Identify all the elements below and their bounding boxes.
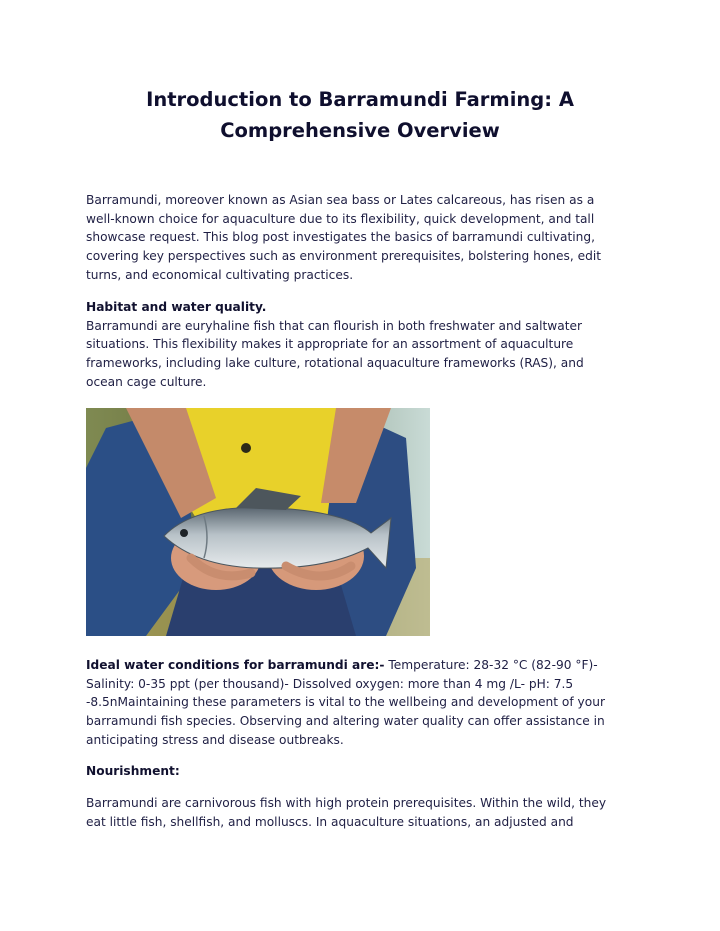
text-line: Barramundi are euryhaline fish that can flourish in both freshwater and saltwater xyxy=(86,318,582,333)
text-line: covering key perspectives such as environment prerequisites, bolstering hones, edit xyxy=(86,249,602,264)
text-line: situations. This flexibility makes it appropriate for an assortment of aquaculture xyxy=(86,337,574,352)
nourishment-paragraph xyxy=(86,794,646,831)
intro-paragraph xyxy=(86,191,646,285)
ideal-conditions-section xyxy=(86,656,646,750)
text-line: eat little fish, shellfish, and molluscs. In aquaculture situations, an adjusted and xyxy=(86,814,574,829)
habitat-section xyxy=(86,298,646,392)
barramundi-photo xyxy=(86,408,430,636)
text-line: well-known choice for aquaculture due to its flexibility, quick development, and tall xyxy=(86,211,595,226)
habitat-heading: Habitat and water quality. xyxy=(86,300,267,314)
text-line: ocean cage culture. xyxy=(86,374,207,389)
text-line: frameworks, including lake culture, rotational aquaculture frameworks (RAS), and xyxy=(86,356,584,371)
nourishment-heading: Nourishment: xyxy=(86,764,180,778)
text-line: -8.5nMaintaining these parameters is vital to the wellbeing and development of your xyxy=(86,695,605,710)
ideal-heading: Ideal water conditions for barramundi are:- xyxy=(86,658,385,672)
text-line: Temperature: 28-32 °C (82-90 °F)- xyxy=(384,658,598,672)
text-line: Barramundi are carnivorous fish with high protein prerequisites. Within the wild, they xyxy=(86,796,607,810)
text-line: Barramundi, moreover known as Asian sea bass or Lates calcareous, has risen as a xyxy=(86,193,595,207)
text-line: Salinity: 0-35 ppt (per thousand)- Dissolved oxygen: more than 4 mg /L- pH: 7.5 xyxy=(86,676,574,691)
title-line-2: Comprehensive Overview xyxy=(220,119,500,142)
text-line: barramundi fish species. Observing and altering water quality can offer assistance in xyxy=(86,714,605,729)
text-line: turns, and economical cultivating practices. xyxy=(86,267,354,282)
page-title xyxy=(60,84,660,146)
title-line-1: Introduction to Barramundi Farming: A xyxy=(146,88,574,111)
text-line: showcase request. This blog post investigates the basics of barramundi cultivating, xyxy=(86,230,595,245)
nourishment-heading-paragraph xyxy=(86,762,646,781)
text-line: anticipating stress and disease outbreaks. xyxy=(86,732,344,747)
